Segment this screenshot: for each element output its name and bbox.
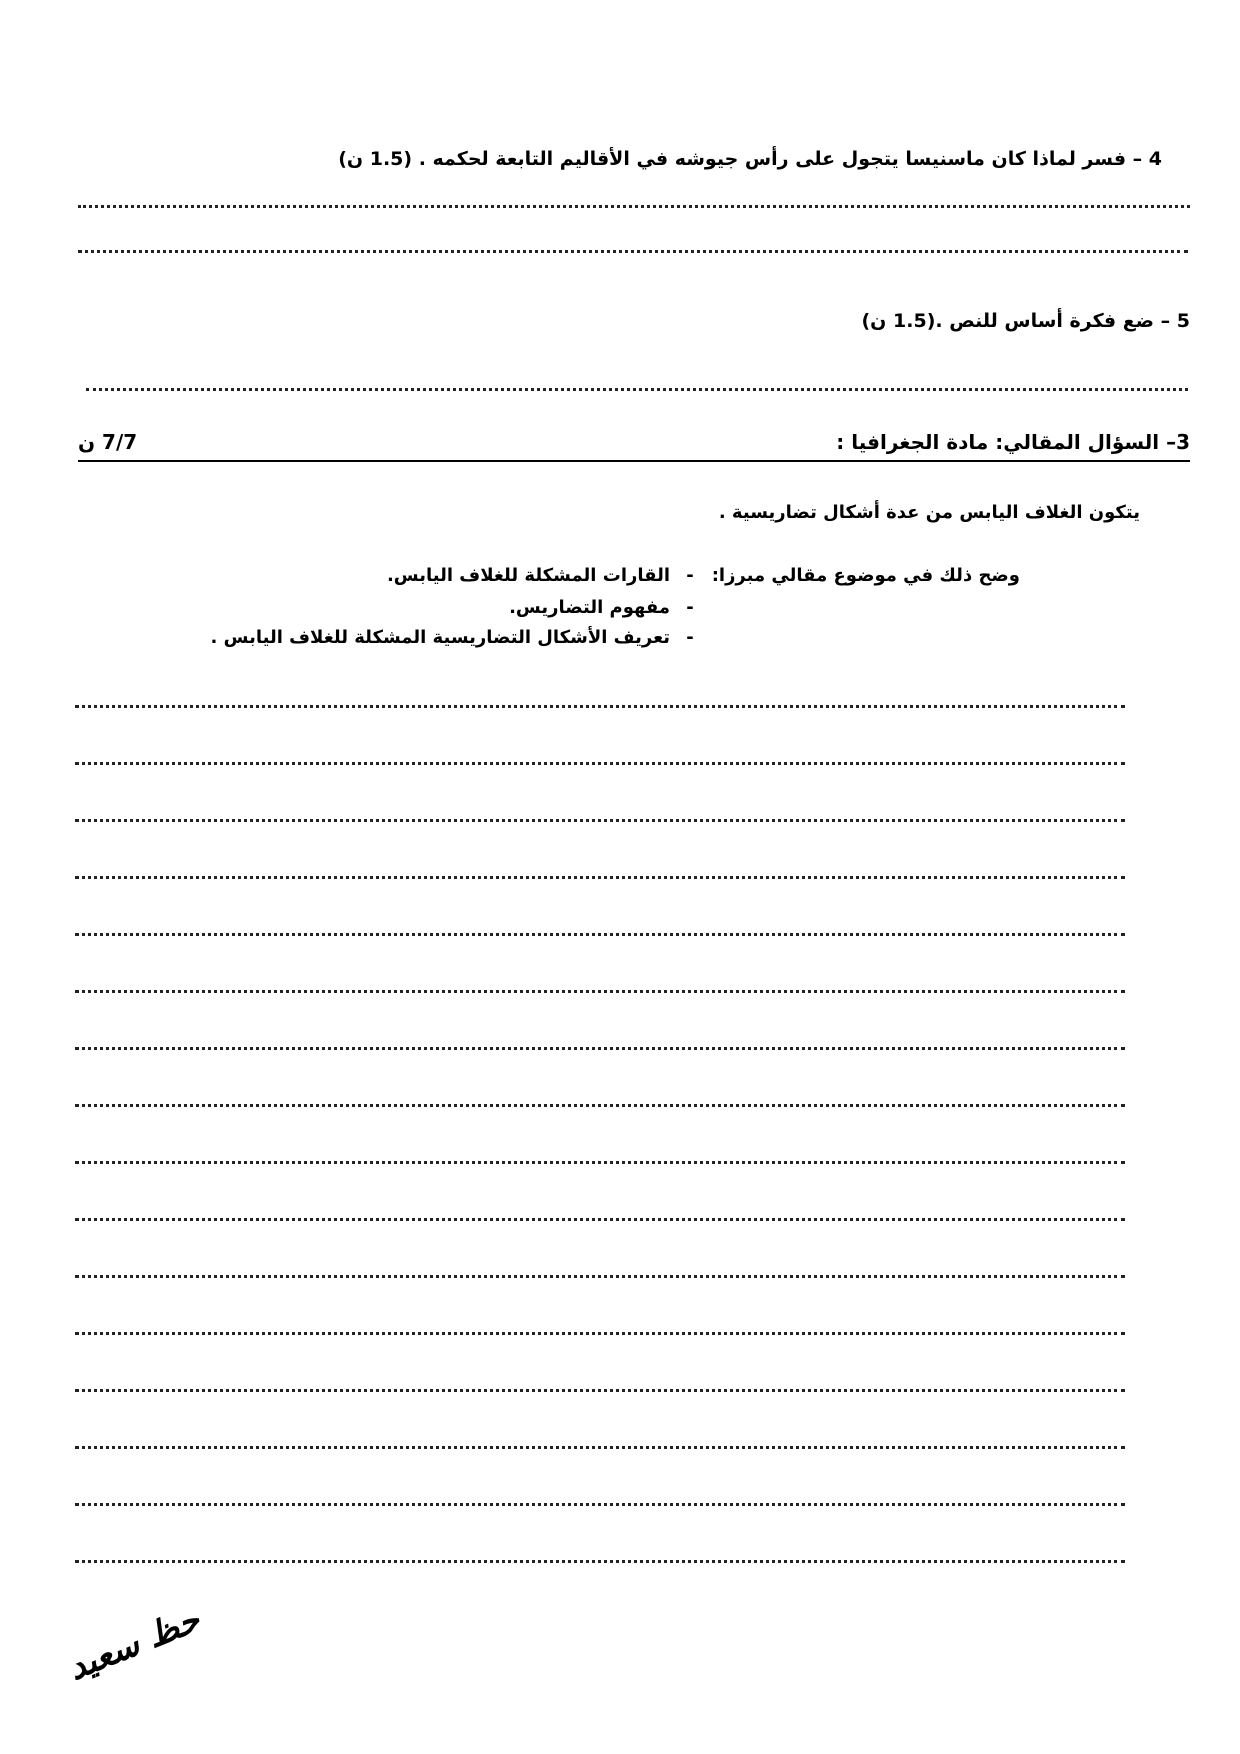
answer-line [75, 762, 1125, 765]
bullet-item [509, 597, 710, 618]
essay-instruction: وضح ذلك في موضوع مقالي مبرزا: [711, 565, 1020, 586]
answer-line [75, 1332, 1125, 1335]
answer-line [75, 1446, 1125, 1449]
answer-line [75, 1503, 1125, 1506]
bullet-item [387, 565, 710, 586]
answer-line [75, 1389, 1125, 1392]
question-5: 5 – ضع فكرة أساس للنص .(1.5 ن) [861, 310, 1190, 332]
answer-line [75, 933, 1125, 936]
answer-line [75, 990, 1125, 993]
bullet-text: مفهوم التضاريس. [509, 597, 670, 618]
answer-line [75, 1161, 1125, 1164]
essay-intro: يتكون الغلاف اليابس من عدة أشكال تضاريسية . [718, 502, 1140, 523]
bullet-item [211, 627, 710, 648]
question-4: 4 – فسر لماذا كان ماسنيسا يتجول على رأس جيوشه في الأقاليم التابعة لحكمه . (1.5 ن) [338, 148, 1162, 170]
answer-line [75, 705, 1125, 708]
answer-line [75, 819, 1125, 822]
answer-line [78, 250, 1188, 253]
bullet-marker: - [686, 565, 694, 586]
section-title: 3– السؤال المقالي: مادة الجغرافيا : [836, 430, 1190, 454]
answer-line [75, 1560, 1125, 1563]
bullet-text: القارات المشكلة للغلاف اليابس. [386, 565, 670, 586]
bullet-marker: - [686, 597, 694, 618]
bullet-text: تعريف الأشكال التضاريسية المشكلة للغلاف اليابس . [210, 627, 670, 648]
good-luck-signature: حظ سعيد [62, 1599, 206, 1689]
section-points: 7/7 ن [78, 430, 138, 454]
bullet-marker: - [686, 627, 694, 648]
answer-line [78, 205, 1190, 208]
answer-line [75, 876, 1125, 879]
answer-line [86, 388, 1188, 391]
answer-line [75, 1104, 1125, 1107]
answer-line [75, 1218, 1125, 1221]
section-header [78, 430, 1190, 462]
answer-line [75, 1047, 1125, 1050]
answer-line [75, 1275, 1125, 1278]
